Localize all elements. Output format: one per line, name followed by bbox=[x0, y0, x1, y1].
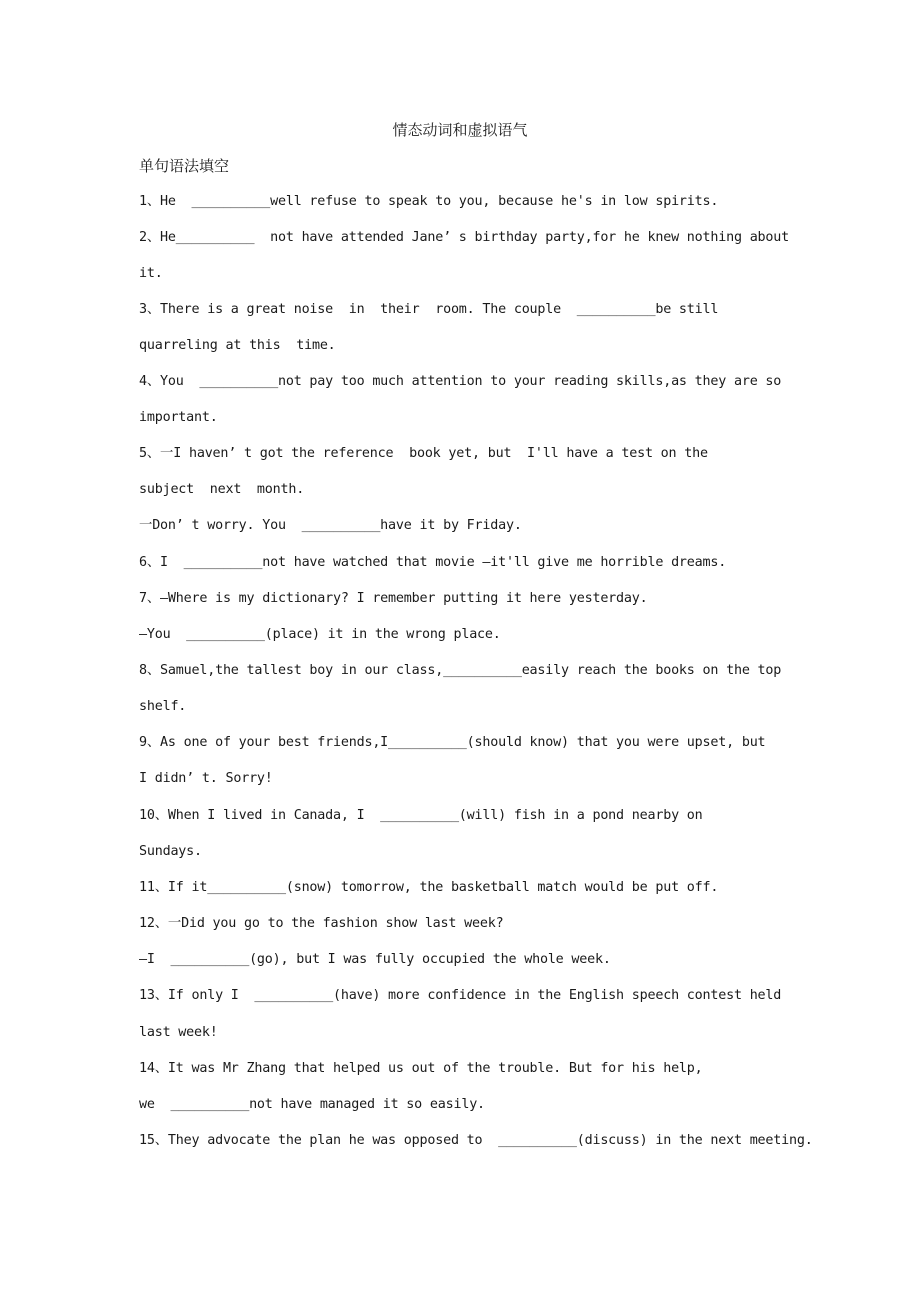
question-line: I didn’ t. Sorry! bbox=[139, 771, 273, 786]
question-line: 3、There is a great noise in their room. The couple __________be still bbox=[139, 302, 719, 317]
question-line: important. bbox=[139, 410, 218, 425]
section-title: 单句语法填空 bbox=[139, 157, 230, 175]
question-line: 14、It was Mr Zhang that helped us out of the trouble. But for his help, bbox=[139, 1061, 703, 1076]
question-line: —I __________(go), but I was fully occupied the whole week. bbox=[139, 952, 611, 967]
question-line: 10、When I lived in Canada, I __________(will) fish in a pond nearby on bbox=[139, 808, 703, 823]
question-line: 一Don’ t worry. You __________have it by Friday. bbox=[139, 518, 522, 533]
question-line: 13、If only I __________(have) more confidence in the English speech contest held bbox=[139, 988, 782, 1003]
question-line: it. bbox=[139, 266, 163, 281]
question-line: 2、He__________ not have attended Jane’ s birthday party,for he knew nothing about bbox=[139, 230, 790, 245]
question-line: 8、Samuel,the tallest boy in our class,__________easily reach the books on the top bbox=[139, 663, 782, 678]
question-line: 15、They advocate the plan he was opposed to __________(discuss) in the next meeting. bbox=[139, 1133, 813, 1148]
question-line: 9、As one of your best friends,I__________(should know) that you were upset, but bbox=[139, 735, 766, 750]
question-line: shelf. bbox=[139, 699, 187, 714]
question-line: 6、I __________not have watched that movie —it'll give me horrible dreams. bbox=[139, 555, 727, 570]
question-line: 1、He __________well refuse to speak to you, because he's in low spirits. bbox=[139, 194, 719, 209]
question-line: 5、一I haven’ t got the reference book yet, but I'll have a test on the bbox=[139, 446, 708, 461]
question-line: 4、You __________not pay too much attention to your reading skills,as they are so bbox=[139, 374, 782, 389]
question-line: quarreling at this time. bbox=[139, 338, 336, 353]
question-line: we __________not have managed it so easily. bbox=[139, 1097, 485, 1112]
document-title: 情态动词和虚拟语气 bbox=[392, 121, 528, 139]
question-line: 12、一Did you go to the fashion show last week? bbox=[139, 916, 504, 931]
question-line: Sundays. bbox=[139, 844, 202, 859]
question-line: 11、If it__________(snow) tomorrow, the basketball match would be put off. bbox=[139, 880, 719, 895]
question-line: last week! bbox=[139, 1025, 218, 1040]
question-line: 7、—Where is my dictionary? I remember putting it here yesterday. bbox=[139, 591, 648, 606]
question-line: subject next month. bbox=[139, 482, 305, 497]
question-line: —You __________(place) it in the wrong place. bbox=[139, 627, 501, 642]
